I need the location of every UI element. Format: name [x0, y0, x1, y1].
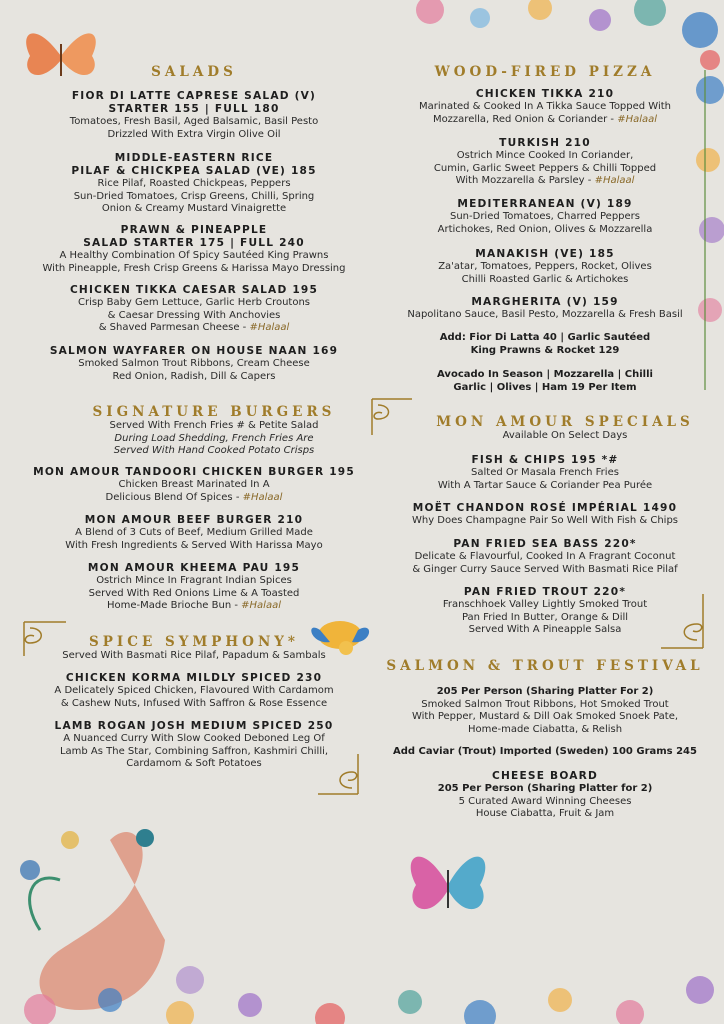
- butterfly-bottom-icon: [398, 840, 498, 930]
- item-title: MEDITERRANEAN (V) 189: [457, 198, 633, 210]
- item-desc: Franschhoek Valley Lightly Smoked Trout Pan Fried In Butter, Orange & Dill Served With A Pineapple Salsa: [442, 599, 648, 635]
- spice-subtitle: Served With Basmati Rice Pilaf, Papadum & Sambals: [62, 650, 326, 661]
- item-desc: Rice Pilaf, Roasted Chickpeas, Peppers Sun-Dried Tomatoes, Crisp Greens, Chilli, Spring Onion & Creamy Mustard Vinaigrette: [73, 178, 315, 214]
- burgers-section: [54, 404, 374, 458]
- salmon-details: [372, 686, 718, 736]
- pizza-section: [372, 64, 718, 80]
- salmon-desc: Smoked Salmon Trout Ribbons, Hot Smoked Trout With Pepper, Mustard & Dill Oak Smoked Snoek Pate, Home-made Ciabatta, & Relish: [411, 698, 679, 735]
- pizza-add-line: Add: Fior Di Latta 40 | Garlic Sautéed King Prawns & Rocket 129: [439, 332, 651, 356]
- item-desc: A Nuanced Curry With Slow Cooked Deboned Leg Of Lamb As The Star, Combining Saffron, Kashmiri Chilli, Cardamom & Soft Potatoes: [59, 733, 329, 769]
- section-title-salads: SALADS: [151, 64, 237, 80]
- item-title: MON AMOUR TANDOORI CHICKEN BURGER 195: [33, 466, 355, 478]
- item-title: TURKISH 210: [499, 137, 591, 149]
- item-title: MON AMOUR BEEF BURGER 210: [84, 514, 304, 526]
- item-title: MARGHERITA (V) 159: [471, 296, 619, 308]
- pizza-item-3: [372, 248, 718, 286]
- item-title: FISH & CHIPS 195 *#: [471, 454, 619, 466]
- item-desc: Smoked Salmon Trout Ribbons, Cream Cheese Red Onion, Radish, Dill & Capers: [78, 358, 310, 382]
- burger-item-1: [14, 514, 374, 552]
- item-title: MON AMOUR KHEEMA PAU 195: [87, 562, 301, 574]
- halaal-tag: #Halaal: [617, 113, 658, 125]
- cheese-title: CHEESE BOARD: [491, 770, 598, 782]
- item-title: SALMON WAYFARER ON HOUSE NAAN 169: [49, 345, 339, 357]
- salmon-caviar: [372, 746, 718, 759]
- salad-item-4: [14, 345, 374, 383]
- item-desc: Ostrich Mince Cooked In Coriander, Cumin, Garlic Sweet Peppers & Chilli Topped With Mozzarella & Parsley -: [433, 150, 657, 186]
- pizza-item-2: [372, 198, 718, 236]
- cheese-desc: 5 Curated Award Winning Cheeses House Ciabatta, Fruit & Jam: [458, 795, 632, 819]
- section-title-salmon: SALMON & TROUT FESTIVAL: [386, 658, 704, 674]
- item-desc: A Delicately Spiced Chicken, Flavoured With Cardamom & Cashew Nuts, Infused With Saffron & Rose Essence: [54, 685, 334, 709]
- pizza-extras: [372, 369, 718, 394]
- item-desc: A Blend of 3 Cuts of Beef, Medium Grilled Made With Fresh Ingredients & Served With Harissa Mayo: [65, 527, 323, 551]
- halaal-tag: #Halaal: [249, 322, 290, 333]
- pizza-item-4: [372, 296, 718, 322]
- specials-section: [412, 414, 718, 443]
- salads-section: [14, 64, 374, 80]
- section-title-burgers: SIGNATURE BURGERS: [92, 404, 336, 420]
- item-desc: Delicate & Flavourful, Cooked In A Fragrant Coconut & Ginger Curry Sauce Served With Basmati Rice Pilaf: [412, 551, 678, 575]
- special-item-1: [372, 502, 718, 528]
- floral-bottom-border-icon: [0, 930, 724, 1024]
- salad-item-1: [14, 152, 374, 216]
- burger-item-0: [14, 466, 374, 504]
- left-column: [14, 64, 374, 784]
- floral-top-right-icon: [400, 0, 724, 70]
- item-desc: Salted Or Masala French Fries With A Tartar Sauce & Coriander Pea Purée: [437, 467, 653, 491]
- item-title: MANAKISH (VE) 185: [475, 248, 615, 260]
- specials-subtitle: Available On Select Days: [502, 430, 628, 441]
- burgers-loadshedding-note: During Load Shedding, French Fries Are Served With Hand Cooked Potato Crisps: [113, 432, 315, 456]
- halaal-tag: #Halaal: [594, 175, 635, 186]
- salad-item-0: [14, 90, 374, 141]
- special-item-2: [372, 538, 718, 576]
- item-desc: Tomatoes, Fresh Basil, Aged Balsamic, Basil Pesto Drizzled With Extra Virgin Olive Oil: [69, 116, 319, 140]
- item-desc: Za'atar, Tomatoes, Peppers, Rocket, Olives Chilli Roasted Garlic & Artichokes: [438, 261, 652, 285]
- item-desc: Sun-Dried Tomatoes, Charred Peppers Artichokes, Red Onion, Olives & Mozzarella: [437, 211, 653, 235]
- item-desc: A Healthy Combination Of Spicy Sautéed King Prawns With Pineapple, Fresh Crisp Greens & Harissa Mayo Dressing: [42, 250, 346, 274]
- salmon-price: 205 Per Person (Sharing Platter For 2): [436, 686, 654, 697]
- item-desc: Napolitano Sauce, Basil Pesto, Mozzarella & Fresh Basil: [407, 309, 683, 320]
- item-desc: Chicken Breast Marinated In A Delicious Blend Of Spices -: [105, 479, 270, 503]
- salad-item-2: [14, 224, 374, 275]
- spice-section: [14, 634, 374, 663]
- item-title: CHICKEN TIKKA CAESAR SALAD 195: [69, 284, 319, 296]
- item-desc: Marinated & Cooked In A Tikka Sauce Topped With Mozzarella, Red Onion & Coriander -: [418, 101, 672, 125]
- spice-item-1: [14, 720, 374, 771]
- cheese-price: 205 Per Person (Sharing Platter for 2): [437, 783, 653, 794]
- pizza-addons: [372, 332, 718, 357]
- burgers-subtitle: Served With French Fries # & Petite Salad: [109, 420, 319, 431]
- burger-item-2: [14, 562, 374, 613]
- section-title-spice: SPICE SYMPHONY*: [89, 634, 299, 650]
- salmon-section: [372, 658, 718, 674]
- spice-item-0: [14, 672, 374, 710]
- item-title: MIDDLE-EASTERN RICE PILAF & CHICKPEA SALAD (VE) 185: [71, 152, 317, 177]
- section-title-pizza: WOOD-FIRED PIZZA: [434, 64, 656, 80]
- item-title: MOËT CHANDON ROSÉ IMPÉRIAL 1490: [412, 502, 678, 514]
- cheese-section: [372, 770, 718, 821]
- halaal-tag: #Halaal: [241, 600, 281, 611]
- item-title: LAMB ROGAN JOSH MEDIUM SPICED 250: [54, 720, 334, 732]
- special-item-0: [372, 454, 718, 492]
- item-title: PAN FRIED TROUT 220*: [463, 586, 627, 598]
- pizza-avocado-line: Avocado In Season | Mozzarella | Chilli Garlic | Olives | Ham 19 Per Item: [437, 369, 653, 393]
- pizza-item-1: [372, 137, 718, 188]
- item-desc: Crisp Baby Gem Lettuce, Garlic Herb Croutons & Caesar Dressing With Anchovies & Shaved Parmesan Cheese -: [77, 297, 311, 333]
- salad-item-3: [14, 284, 374, 335]
- item-title: CHICKEN KORMA MILDLY SPICED 230: [65, 672, 323, 684]
- item-title: PAN FRIED SEA BASS 220*: [453, 538, 637, 550]
- special-item-3: [372, 586, 718, 637]
- item-desc: Ostrich Mince In Fragrant Indian Spices Served With Red Onions Lime & A Toasted Home-Made Brioche Bun -: [88, 575, 300, 611]
- caviar-line: Add Caviar (Trout) Imported (Sweden) 100 Grams 245: [393, 746, 697, 757]
- item-title: CHICKEN TIKKA 210: [475, 88, 615, 100]
- item-title: FIOR DI LATTE CAPRESE SALAD (V) STARTER 155 | FULL 180: [71, 90, 317, 115]
- section-title-specials: MON AMOUR SPECIALS: [436, 414, 694, 430]
- pizza-item-0: [372, 88, 718, 126]
- halaal-tag: #Halaal: [242, 491, 283, 503]
- right-column: [372, 64, 718, 824]
- item-desc: Why Does Champagne Pair So Well With Fish & Chips: [411, 515, 679, 526]
- item-title: PRAWN & PINEAPPLE SALAD STARTER 175 | FULL 240: [83, 224, 305, 249]
